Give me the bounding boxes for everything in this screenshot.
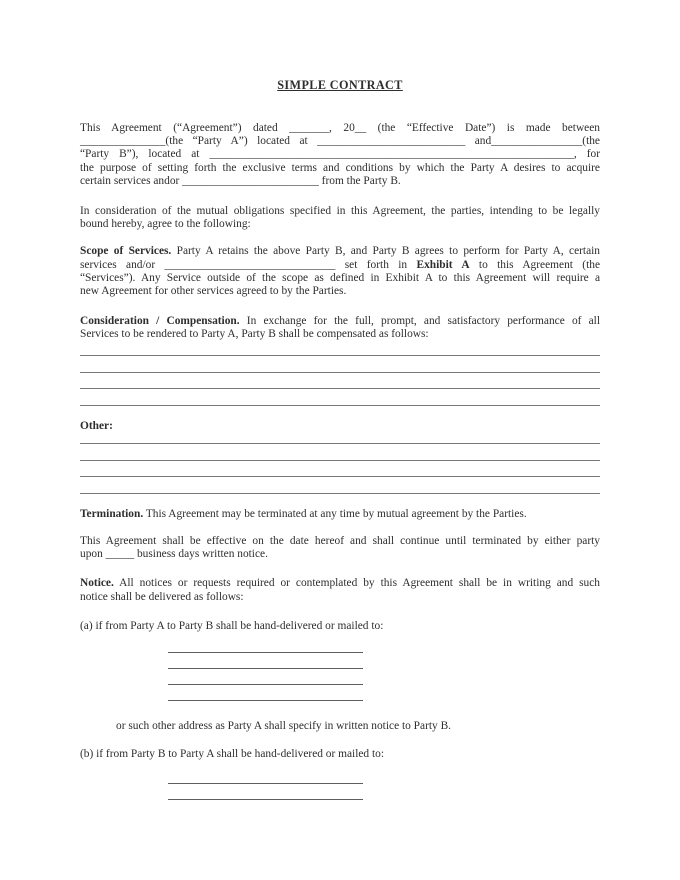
text-line: This Agreement shall be effective on the date hereof and shall continue until terminated by either party — [80, 535, 600, 548]
text-line: services and/or ______________________________ set forth in Exhibit A to this Agreement (the — [80, 258, 601, 271]
blank-address-line — [168, 784, 363, 800]
text-line: In consideration of the mutual obligations specified in this Agreement, the parties, intending to be legally — [80, 205, 600, 218]
text-line: “Party B”), located at ________________________________________________________________, for — [80, 148, 600, 161]
paragraph-scope-of-services — [80, 245, 600, 298]
document-title: SIMPLE CONTRACT — [277, 78, 403, 92]
text-line: or such other address as Party A shall specify in written notice to Party B. — [116, 720, 452, 733]
text-line: “Services”). Any Service outside of the scope as defined in Exhibit A to this Agreement will require a — [80, 271, 600, 284]
paragraph-consideration-intro — [80, 205, 600, 231]
paragraph-notice-a — [80, 620, 600, 633]
blank-address-line — [168, 669, 363, 685]
address-b-blank-lines-group — [80, 768, 600, 800]
text-line: Notice. All notices or requests required or contemplated by this Agreement shall be in writing and such — [80, 577, 600, 590]
blank-fill-line — [80, 389, 600, 406]
blank-fill-line — [80, 477, 600, 494]
text-line: new Agreement for other services agreed to by the Parties. — [80, 285, 347, 298]
text-line: upon _____ business days written notice. — [80, 548, 268, 561]
text-line: bound hereby, agree to the following: — [80, 218, 251, 231]
paragraph-notice-b — [80, 748, 600, 761]
text-line: Consideration / Compensation. In exchange for the full, prompt, and satisfactory performance of all — [80, 315, 600, 328]
blank-fill-line — [80, 373, 600, 390]
text-line: Services to be rendered to Party A, Party B shall be compensated as follows: — [80, 328, 429, 341]
address-a-blank-lines-group — [80, 637, 600, 701]
paragraph-effective-date — [80, 535, 600, 561]
text-line: _______________(the “Party A”) located at __________________________ and________________(the — [80, 135, 600, 148]
text-line: (a) if from Party A to Party B shall be hand-delivered or mailed to: — [80, 619, 384, 632]
paragraph-compensation — [80, 315, 600, 341]
blank-fill-line — [80, 340, 600, 357]
paragraph-other-address — [116, 720, 600, 733]
blank-fill-line — [80, 356, 600, 373]
blank-fill-line — [80, 444, 600, 461]
text-line: (b) if from Party B to Party A shall be hand-delivered or mailed to: — [80, 748, 384, 761]
blank-address-line — [168, 685, 363, 701]
text-line: certain services andor ________________________ from the Party B. — [80, 174, 401, 187]
blank-address-line — [168, 768, 363, 784]
paragraph-termination — [80, 508, 600, 521]
other-blank-lines-group — [80, 428, 600, 494]
compensation-blank-lines-group — [80, 340, 600, 406]
paragraph-intro — [80, 122, 600, 188]
text-line: Scope of Services. Party A retains the above Party B, and Party B agrees to perform for Party A, certain — [80, 245, 601, 258]
text-line: This Agreement (“Agreement”) dated _______, 20__ (the “Effective Date”) is made between — [80, 122, 600, 134]
text-line: Other: — [80, 419, 113, 432]
paragraph-notice — [80, 577, 600, 603]
text-line: Termination. This Agreement may be terminated at any time by mutual agreement by the Parties. — [80, 507, 527, 520]
text-line: notice shall be delivered as follows: — [80, 590, 244, 603]
blank-address-line — [168, 653, 363, 669]
text-line: the purpose of setting forth the exclusive terms and conditions by which the Party A desires to acquire — [80, 161, 600, 174]
blank-fill-line — [80, 461, 600, 478]
blank-fill-line — [80, 428, 600, 445]
blank-address-line — [168, 637, 363, 653]
